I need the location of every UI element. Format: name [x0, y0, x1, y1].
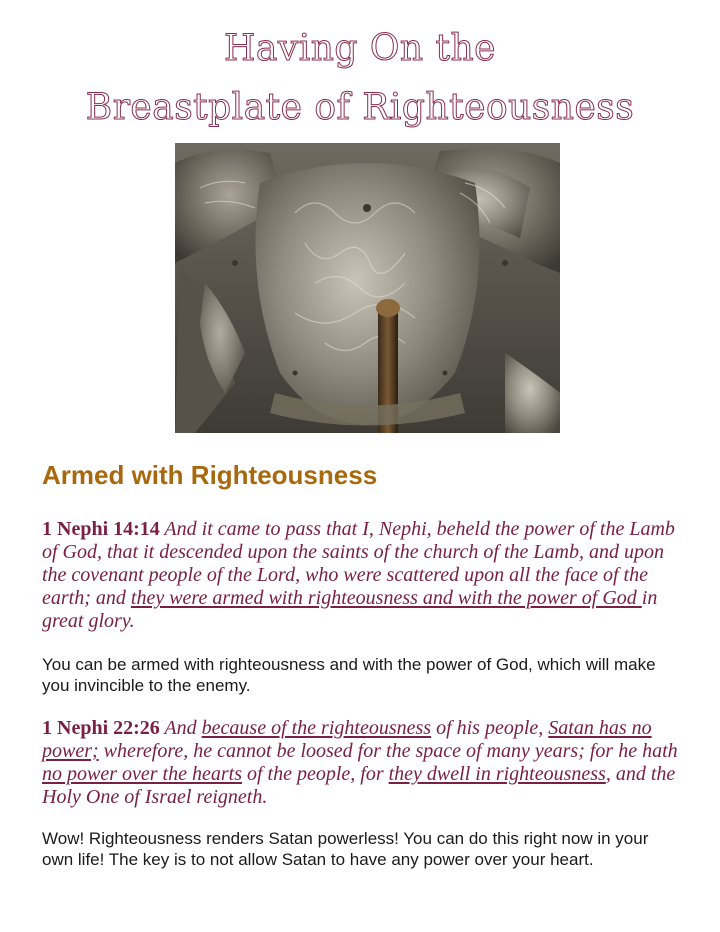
commentary-paragraph-1: You can be armed with righteousness and with the power of God, which will make you invincible to the enemy. [42, 655, 656, 695]
scripture-text: , and the Holy One of Israel reigneth. [42, 763, 676, 808]
scripture-text: in great glory. [42, 587, 658, 632]
scripture-underlined-text: no power over the hearts [42, 763, 242, 785]
commentary-paragraph-2: Wow! Righteousness renders Satan powerless! You can do this right now in your own life! The key is to not allow Satan to have any power over your heart. [42, 829, 649, 869]
scripture-underlined-text: they were armed with righteousness and with the power of God [130, 587, 642, 609]
scripture-text: And [159, 717, 202, 739]
page-title-line-1: Having On the [224, 28, 496, 69]
scripture-text: And it came to pass that I, Nephi, beheld the power of the Lamb of God, that it descended upon the saints of the church of the Lamb, and upon the covenant people of the Lord, who were scattered upon all the face of the earth; and [42, 518, 675, 609]
scripture-underlined-text: Satan has no power; [42, 717, 652, 762]
scripture-1-nephi-22-26 [42, 717, 682, 809]
armor-breastplate-image [175, 143, 560, 433]
scripture-text: of his people, [431, 717, 549, 739]
scripture-reference: 1 Nephi 22:26 [42, 717, 160, 739]
scripture-underlined-text: because of the righteousness [201, 717, 432, 739]
scripture-text: wherefore, he cannot be loosed for the space of many years; for he hath [98, 740, 678, 762]
page-title-line-2: Breastplate of Righteousness [85, 87, 635, 128]
section-heading: Armed with Righteousness [42, 460, 378, 490]
scripture-underlined-text: they dwell in righteousness [388, 763, 606, 785]
scripture-reference: 1 Nephi 14:14 [42, 518, 160, 540]
scripture-1-nephi-14-14 [42, 518, 682, 633]
scripture-text: of the people, for [241, 763, 389, 785]
